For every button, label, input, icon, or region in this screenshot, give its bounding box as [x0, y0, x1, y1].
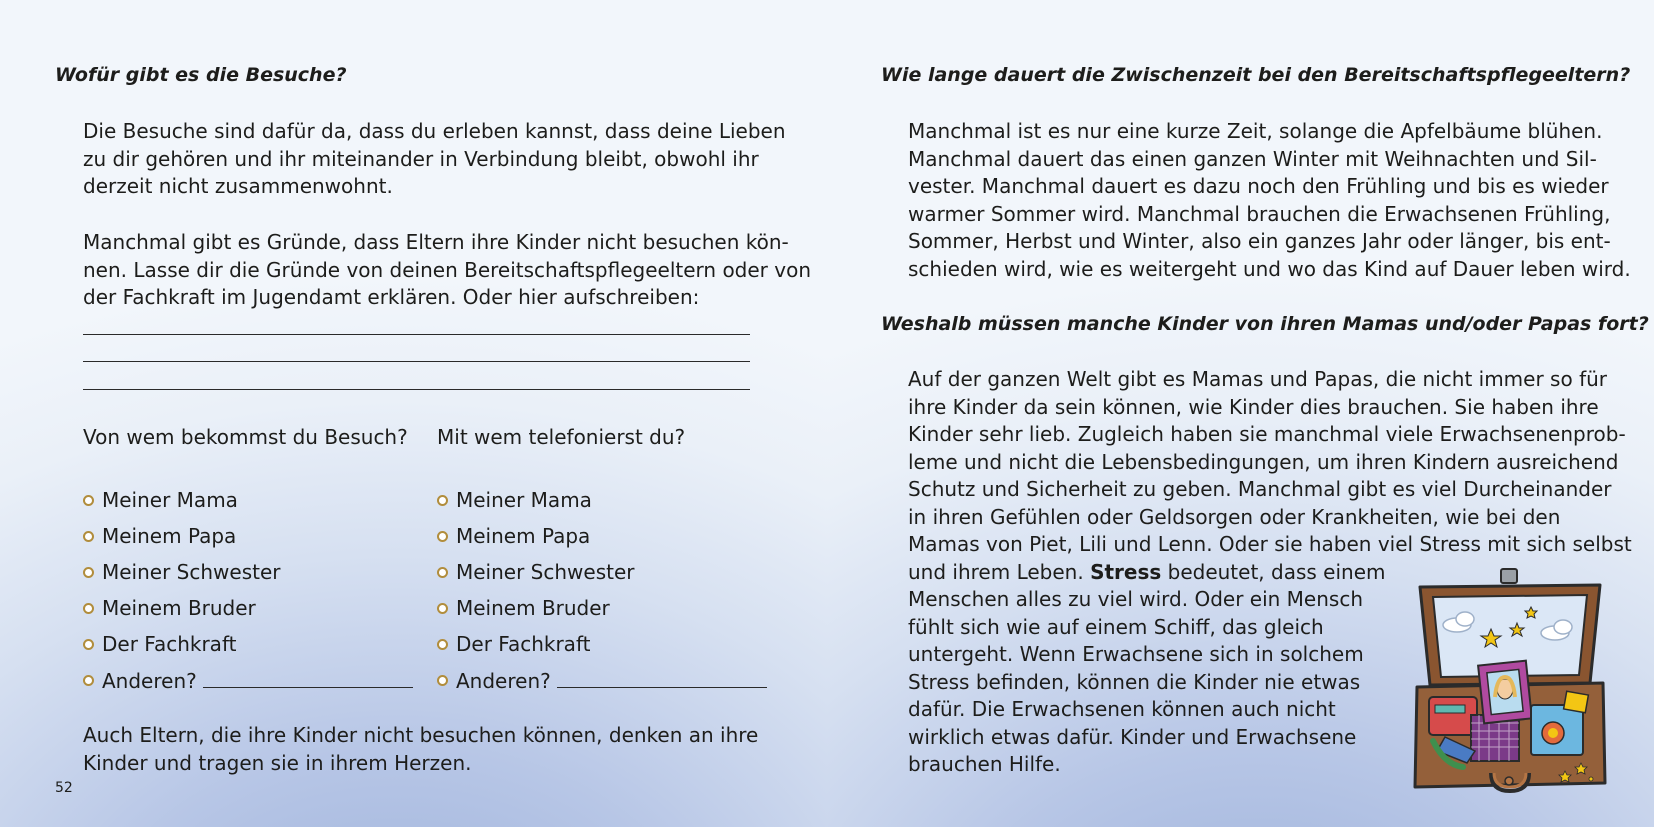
text-line: schieden wird, wie es weitergeht und wo das Kind auf Dauer leben wird. — [908, 256, 1631, 281]
write-line[interactable] — [83, 389, 750, 390]
text-line: Auch Eltern, die ihre Kinder nicht besuchen können, denken an ihre — [83, 723, 759, 747]
text-line: Die Besuche sind dafür da, dass du erleben kannst, dass deine Lieben — [83, 119, 786, 143]
option-label: Meiner Mama — [456, 488, 592, 512]
checklist-item[interactable] — [83, 487, 413, 523]
checklist-item[interactable] — [437, 487, 767, 523]
duration-heading: Wie lange dauert die Zwischenzeit bei den Bereitschaftspflegeeltern? — [881, 64, 1631, 86]
text-line: ihre Kinder da sein können, wie Kinder dies brauchen. Sie haben ihre — [908, 394, 1599, 419]
text-line: in ihren Gefühlen oder Geldsorgen oder Krankheiten, wie bei den — [908, 504, 1561, 529]
reasons-paragraph — [83, 229, 811, 312]
checklist-item[interactable] — [83, 631, 413, 667]
page-number: 52 — [55, 780, 73, 796]
option-label: Meinem Bruder — [102, 596, 256, 620]
text-line: brauchen Hilfe. — [908, 752, 1061, 776]
text-line: untergeht. Wenn Erwachsene sich in solchem — [908, 642, 1364, 666]
option-label: Anderen? — [456, 669, 551, 693]
visits-purpose-paragraph — [83, 118, 786, 201]
option-label: Meinem Papa — [456, 524, 591, 548]
text-line: Stress befinden, können die Kinder nie etwas — [908, 669, 1361, 694]
phone-checklist — [437, 487, 767, 703]
circle-bullet-icon — [437, 675, 448, 686]
checklist-item[interactable] — [437, 631, 767, 667]
text-line: Mamas von Piet, Lili und Lenn. Oder sie haben viel Stress mit sich selbst — [908, 532, 1632, 556]
circle-bullet-icon — [437, 603, 448, 614]
circle-bullet-icon — [83, 495, 94, 506]
checklist-item[interactable] — [437, 667, 767, 703]
text-line: dafür. Die Erwachsenen können auch nicht — [908, 697, 1336, 721]
text-line: Kinder sehr lieb. Zugleich haben sie manchmal viele Erwachsenenprob- — [908, 422, 1626, 446]
circle-bullet-icon — [83, 639, 94, 650]
text-line: Schutz und Sicherheit zu geben. Manchmal gibt es viel Durcheinander — [908, 477, 1612, 501]
text-line: vester. Manchmal dauert es dazu noch den Frühling und bis es wieder — [908, 174, 1609, 198]
text-line: leme und nicht die Lebensbedingungen, um ihren Kindern ausreichend — [908, 449, 1619, 474]
text-line: der Fachkraft im Jugendamt erklären. Oder hier aufschreiben: — [83, 285, 700, 309]
visits-heading: Wofür gibt es die Besuche? — [55, 64, 347, 86]
closing-paragraph — [83, 722, 758, 777]
option-label: Der Fachkraft — [102, 632, 237, 656]
text-line: nen. Lasse dir die Gründe von deinen Bereitschaftspflegeeltern oder von — [83, 257, 812, 282]
text-fragment: und ihrem Leben. — [908, 559, 1091, 584]
stress-term: Stress — [1090, 559, 1162, 584]
checklist-item[interactable] — [83, 559, 413, 595]
circle-bullet-icon — [83, 603, 94, 614]
suitcase-illustration-icon — [1405, 565, 1615, 805]
text-line: Manchmal dauert das einen ganzen Winter mit Weihnachten und Sil- — [908, 146, 1597, 171]
phone-question: Mit wem telefonierst du? — [437, 425, 686, 449]
circle-bullet-icon — [83, 675, 94, 686]
duration-paragraph — [908, 118, 1631, 283]
text-line: fühlt sich wie auf einem Schiff, das gleich — [908, 614, 1324, 639]
checklist-item[interactable] — [83, 667, 413, 703]
option-label: Meinem Bruder — [456, 596, 610, 620]
circle-bullet-icon — [437, 639, 448, 650]
circle-bullet-icon — [437, 567, 448, 578]
text-line: Kinder und tragen sie in ihrem Herzen. — [83, 750, 472, 775]
circle-bullet-icon — [83, 567, 94, 578]
text-line: derzeit nicht zusammenwohnt. — [83, 174, 393, 198]
text-line: Manchmal gibt es Gründe, dass Eltern ihre Kinder nicht besuchen kön- — [83, 230, 789, 254]
option-label: Anderen? — [102, 669, 197, 693]
text-line: Auf der ganzen Welt gibt es Mamas und Papas, die nicht immer so für — [908, 367, 1608, 391]
checklist-item[interactable] — [83, 523, 413, 559]
text-line: wirklich etwas dafür. Kinder und Erwachsene — [908, 724, 1357, 749]
circle-bullet-icon — [83, 531, 94, 542]
option-label: Meiner Schwester — [456, 560, 635, 584]
option-label: Meiner Schwester — [102, 560, 281, 584]
fill-in-blank[interactable] — [203, 667, 413, 688]
circle-bullet-icon — [437, 495, 448, 506]
text-line: Manchmal ist es nur eine kurze Zeit, solange die Apfelbäume blühen. — [908, 119, 1603, 143]
text-line: Menschen alles zu viel wird. Oder ein Mensch — [908, 587, 1363, 611]
circle-bullet-icon — [437, 531, 448, 542]
option-label: Meinem Papa — [102, 524, 237, 548]
checklist-item[interactable] — [83, 595, 413, 631]
fill-in-blank[interactable] — [557, 667, 767, 688]
option-label: Der Fachkraft — [456, 632, 591, 656]
text-line: warmer Sommer wird. Manchmal brauchen die Erwachsenen Frühling, — [908, 201, 1611, 226]
option-label: Meiner Mama — [102, 488, 238, 512]
visits-checklist — [83, 487, 413, 703]
visits-question: Von wem bekommst du Besuch? — [83, 425, 408, 449]
checklist-item[interactable] — [437, 559, 767, 595]
text-fragment: bedeutet, dass einem — [1161, 559, 1386, 584]
write-line[interactable] — [83, 334, 750, 335]
checklist-item[interactable] — [437, 523, 767, 559]
write-line[interactable] — [83, 361, 750, 362]
checklist-item[interactable] — [437, 595, 767, 631]
text-line: Sommer, Herbst und Winter, also ein ganzes Jahr oder länger, bis ent- — [908, 229, 1611, 253]
text-line: zu dir gehören und ihr miteinander in Verbindung bleibt, obwohl ihr — [83, 146, 759, 171]
separation-heading: Weshalb müssen manche Kinder von ihren Mamas und/oder Papas fort? — [881, 313, 1649, 335]
